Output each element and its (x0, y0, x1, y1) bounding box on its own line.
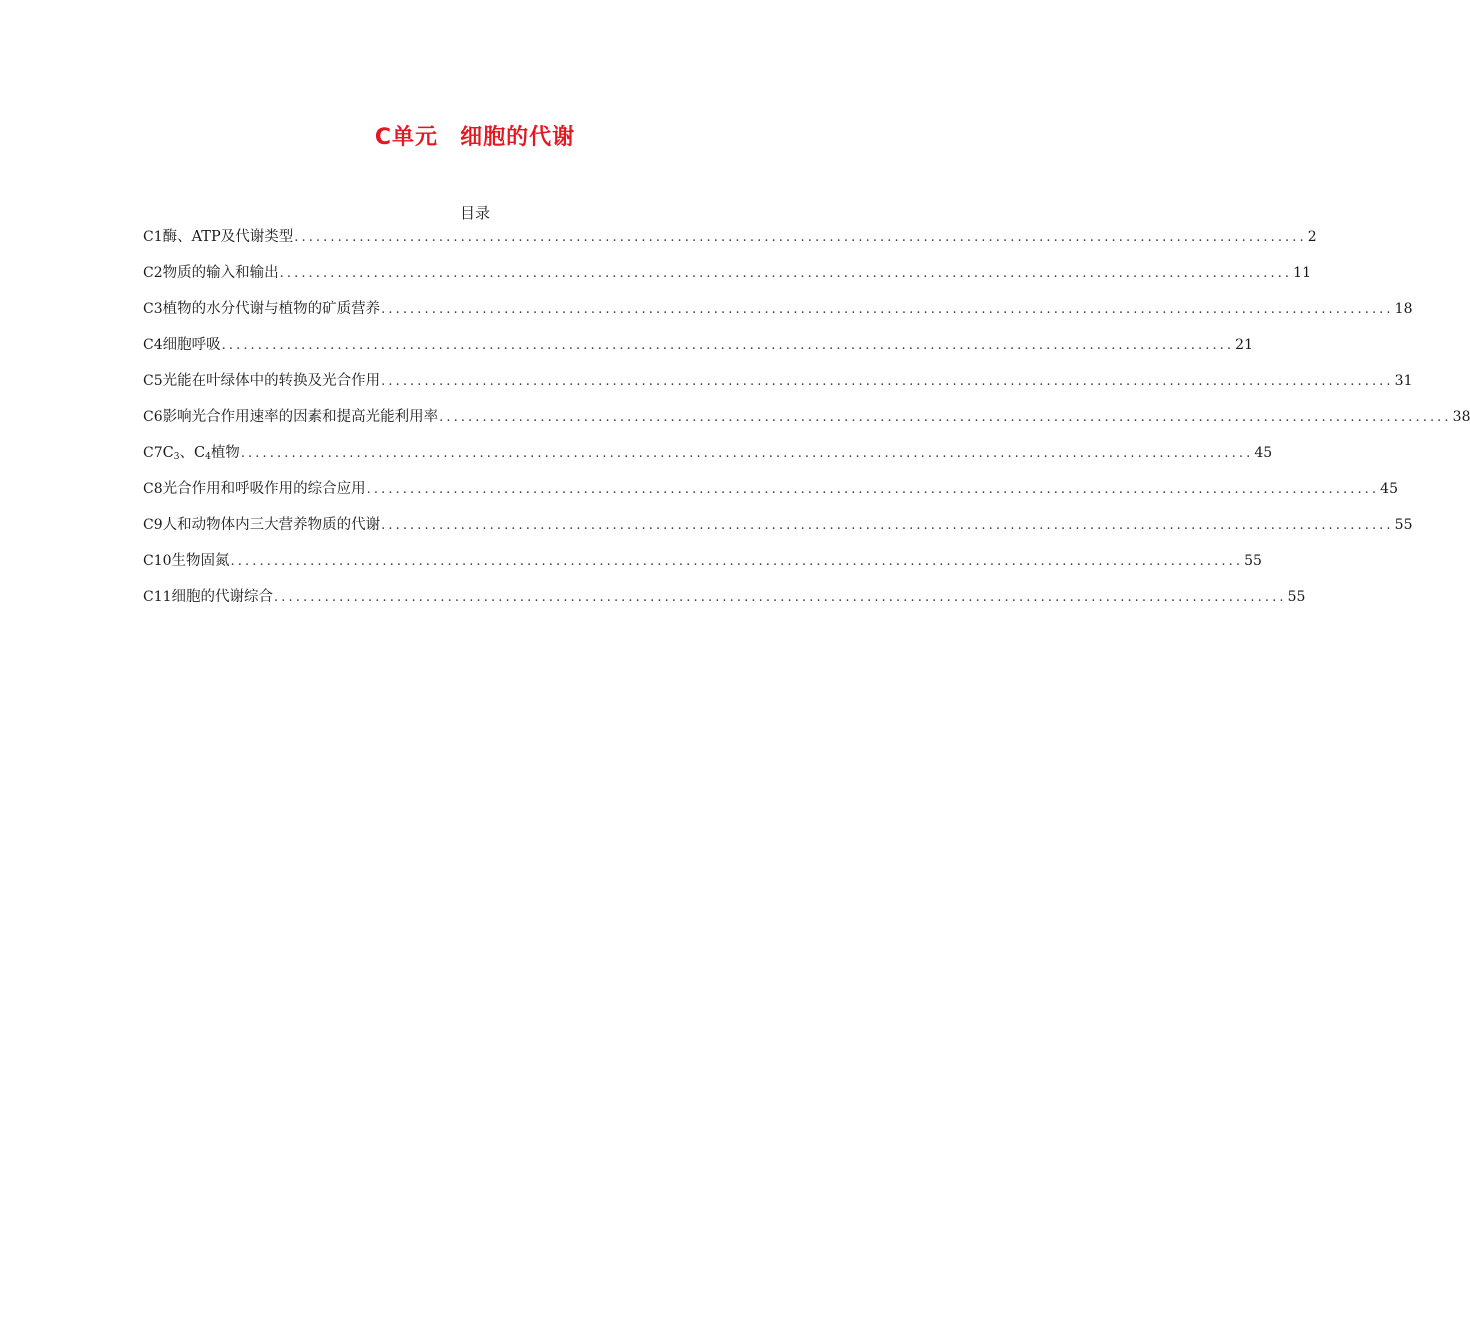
toc-entry[interactable] (143, 550, 1262, 586)
toc-code: C2 (143, 265, 163, 281)
toc-leader-dots: ............................................................................................................................................ (439, 410, 1452, 425)
toc-entry[interactable] (143, 298, 1413, 334)
toc-entry[interactable] (143, 262, 1311, 298)
toc-code: C3 (143, 301, 163, 317)
toc-leader-dots: ............................................................................................................................................ (381, 374, 1394, 389)
toc-page-number: 45 (1254, 445, 1273, 461)
toc-code: C5 (143, 373, 163, 389)
toc-leader-dots: ............................................................................................................................................ (294, 230, 1307, 245)
toc-title: 细胞呼吸 (162, 337, 221, 353)
toc-title: 影响光合作用速率的因素和提高光能利用率 (162, 409, 439, 425)
toc-code: C9 (143, 517, 163, 533)
toc-page-number: 18 (1394, 301, 1413, 317)
toc-code: C11 (143, 589, 172, 605)
toc-leader-dots: ............................................................................................................................................ (381, 302, 1394, 317)
toc-page-number: 55 (1287, 589, 1306, 605)
toc-title: 植物的水分代谢与植物的矿质营养 (162, 301, 381, 317)
toc-subscript: 4 (205, 452, 211, 462)
toc-entry[interactable] (143, 406, 1470, 442)
toc-code: C6 (143, 409, 163, 425)
toc-title: 人和动物体内三大营养物质的代谢 (162, 517, 381, 533)
page-title (0, 120, 950, 151)
toc-code: C1 (143, 229, 163, 245)
toc-entry[interactable] (143, 334, 1253, 370)
toc-leader-dots: ............................................................................................................................................ (381, 518, 1394, 533)
toc-heading: 目录 (459, 204, 490, 222)
toc-entry[interactable] (143, 514, 1413, 550)
toc-leader-dots: ............................................................................................................................................ (230, 554, 1244, 569)
table-of-contents (143, 226, 1470, 622)
toc-page-number: 11 (1293, 265, 1311, 281)
toc-leader-dots: ............................................................................................................................................ (274, 590, 1287, 605)
toc-page-number: 2 (1307, 229, 1317, 245)
toc-title-c4: C (193, 445, 206, 461)
toc-page-number: 21 (1235, 337, 1253, 353)
toc-title: 光能在叶绿体中的转换及光合作用 (162, 373, 381, 389)
toc-code: C7 (143, 445, 163, 461)
toc-title: 细胞的代谢综合 (171, 589, 274, 605)
toc-code: C10 (143, 553, 172, 569)
toc-title-separator: 、 (179, 445, 194, 461)
toc-entry[interactable] (143, 370, 1413, 406)
toc-title-c3: C (162, 445, 174, 461)
toc-title-rest: 植物 (210, 445, 240, 461)
toc-entry[interactable] (143, 586, 1306, 622)
toc-page-number: 31 (1394, 373, 1413, 389)
toc-title (163, 442, 240, 468)
toc-code: C8 (143, 481, 163, 497)
toc-page-number: 55 (1394, 517, 1413, 533)
toc-entry[interactable] (143, 442, 1273, 478)
toc-entry[interactable] (143, 478, 1398, 514)
toc-leader-dots: ............................................................................................................................................ (279, 266, 1293, 281)
title-subject: 细胞的代谢 (460, 125, 576, 150)
toc-title: 生物固氮 (171, 553, 230, 569)
toc-leader-dots: ............................................................................................................................................ (240, 446, 1254, 461)
toc-page-number: 45 (1380, 481, 1398, 497)
toc-leader-dots: ............................................................................................................................................ (221, 338, 1235, 353)
title-unit: C单元 (374, 125, 439, 150)
toc-page-number: 38 (1452, 409, 1470, 425)
toc-subscript: 3 (173, 452, 180, 462)
toc-title: 酶、ATP及代谢类型 (162, 229, 294, 245)
toc-title: 光合作用和呼吸作用的综合应用 (162, 481, 366, 497)
toc-title: 物质的输入和输出 (162, 265, 279, 281)
toc-page-number: 55 (1244, 553, 1262, 569)
toc-leader-dots: ............................................................................................................................................ (366, 482, 1380, 497)
toc-entry[interactable] (143, 226, 1317, 262)
toc-code: C4 (143, 337, 163, 353)
